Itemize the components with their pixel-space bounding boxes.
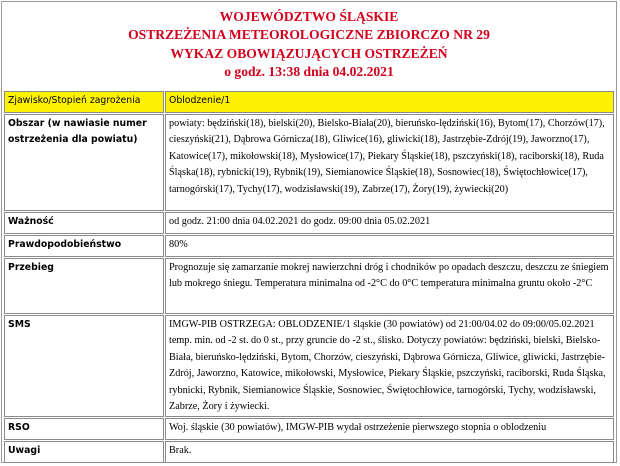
rso-value: Woj. śląskie (30 powiatów), IMGW-PIB wydał ostrzeżenie pierwszego stopnia o oblodzeniu	[165, 418, 614, 440]
row-validity	[4, 212, 614, 234]
validity-value: od godz. 21:00 dnia 04.02.2021 do godz. 09:00 dnia 05.02.2021	[165, 212, 614, 234]
phenomenon-value: Oblodzenie/1	[165, 91, 614, 113]
warning-document	[1, 1, 617, 463]
row-notes	[4, 441, 614, 463]
course-value: Prognozuje się zamarzanie mokrej nawierzchni dróg i chodników po opadach deszczu, deszczu ze śniegiem lub mokrego śniegu. Temperatura minimalna od -2°C do 0°C temperatura minimalna gruntu około -2°C	[165, 258, 614, 314]
area-label: Obszar (w nawiasie numer ostrzeżenia dla powiatu)	[4, 114, 164, 211]
header-region: WOJEWÓDZTWO ŚLĄSKIE	[219, 9, 399, 24]
warning-table	[3, 90, 615, 464]
row-rso	[4, 418, 614, 440]
rso-label: RSO	[4, 418, 164, 440]
row-sms	[4, 315, 614, 417]
validity-label: Ważność	[4, 212, 164, 234]
probability-label: Prawdopodobieństwo	[4, 235, 164, 257]
row-area	[4, 114, 614, 211]
header-title: OSTRZEŻENIA METEOROLOGICZNE ZBIORCZO NR 29	[128, 27, 490, 43]
document-header	[2, 2, 616, 89]
row-course	[4, 258, 614, 314]
area-value: powiaty: będziński(18), bielski(20), Bielsko-Biała(20), bieruńsko-lędziński(16), Bytom(17), Chorzów(17), cieszyński(21), Dąbrowa Górnicza(18), Gliwice(16), gliwicki(18), Jastrzębie-Zdrój(19), Jaworzno(17), Katowice(17), mikołowski(18), Mysłowice(17), Piekary Śląskie(18), pszczyński(18), raciborski(18), Ruda Śląska(18), rybnicki(19), Rybnik(19), Siemianowice Śląskie(18), Sosnowiec(18), Świętochłowice(17), tarnogórski(17), Tychy(17), wodzisławski(19), Zabrze(17), Żory(19), żywiecki(20)	[165, 114, 614, 211]
notes-value: Brak.	[165, 441, 614, 463]
row-probability	[4, 235, 614, 257]
course-label: Przebieg	[4, 258, 164, 314]
header-timestamp: o godz. 13:38 dnia 04.02.2021	[224, 64, 394, 80]
notes-label: Uwagi	[4, 441, 164, 463]
sms-label: SMS	[4, 315, 164, 417]
header-subtitle: WYKAZ OBOWIĄZUJĄCYCH OSTRZEŻEŃ	[170, 45, 448, 61]
sms-value: IMGW-PIB OSTRZEGA: OBLODZENIE/1 śląskie (30 powiatów) od 21:00/04.02 do 09:00/05.02.2021 temp. min. od -2 st. do 0 st., przy gruncie do -2 st., ślisko. Dotyczy powiatów: będziński, bielski, Bielsko-Biała, bieruńsko-lędziński, Bytom, Chorzów, cieszyński, Dąbrowa Górnicza, Gliwice, gliwicki, Jastrzębie-Zdrój, Jaworzno, Katowice, mikołowski, Mysłowice, Piekary Śląskie, pszczyński, raciborski, Ruda Śląska, rybnicki, Rybnik, Siemianowice Śląskie, Sosnowiec, Świętochłowice, tarnogórski, Tychy, wodzisławski, Zabrze, Żory i żywiecki.	[165, 315, 614, 417]
probability-value: 80%	[165, 235, 614, 257]
phenomenon-label: Zjawisko/Stopień zagrożenia	[4, 91, 164, 113]
row-phenomenon	[4, 91, 614, 113]
